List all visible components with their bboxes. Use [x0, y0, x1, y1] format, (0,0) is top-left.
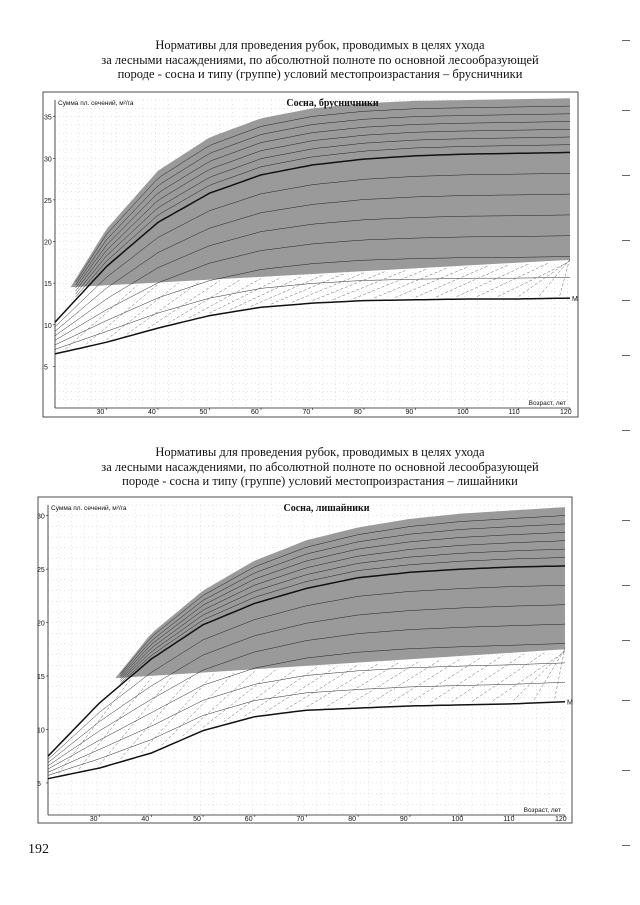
- series-line-lower: [48, 702, 565, 779]
- series-label: M: [572, 296, 578, 304]
- caption-line: Нормативы для проведения рубок, проводимых в целях ухода: [155, 38, 485, 52]
- y-tick-label: 5: [37, 780, 41, 788]
- caption-line: за лесными насаждениями, по абсолютной полноте по основной лесообразующей: [101, 52, 539, 67]
- x-tick-label: 80: [348, 816, 356, 823]
- x-tick-label: 90: [399, 816, 408, 823]
- caption-line: за лесными насаждениями, по абсолютной полноте по основной лесообразующей: [101, 459, 539, 474]
- x-tick-label: 60: [251, 409, 259, 416]
- page-number: 192: [28, 842, 49, 857]
- chart-title: Сосна, брусничники: [286, 98, 379, 109]
- hatch-line: [472, 653, 544, 702]
- x-tick-label: 70: [296, 816, 305, 823]
- y-axis-label: Сумма пл. сечений, м²/га: [51, 505, 127, 512]
- y-tick-label: 15: [37, 674, 45, 682]
- x-tick-label: 100: [451, 816, 464, 823]
- x-axis-label: Возраст, лет: [523, 807, 561, 814]
- caption-line: породе - сосна и типу (группе) условий местопроизрастания – брусничники: [117, 67, 523, 81]
- hatch-line: [348, 661, 420, 706]
- x-tick-label: 40: [148, 409, 156, 416]
- x-tick-label: 110: [508, 409, 520, 416]
- y-tick-label: 20: [37, 620, 45, 628]
- hatch-line: [369, 659, 441, 704]
- y-tick-label: 35: [44, 114, 52, 122]
- hatch-line: [286, 665, 358, 710]
- x-tick-label: 30: [96, 409, 105, 416]
- caption-line: Нормативы для проведения рубок, проводимых в целях ухода: [155, 445, 485, 459]
- margin-marks: [610, 0, 640, 905]
- y-tick-label: 25: [44, 197, 52, 205]
- y-axis-label: Сумма пл. сечений, м²/га: [58, 100, 134, 107]
- y-tick-label: 30: [37, 513, 45, 521]
- y-tick-label: 10: [44, 322, 52, 330]
- hatch-line: [265, 666, 337, 712]
- family-curve: [48, 682, 565, 775]
- x-tick-label: 40: [141, 816, 150, 823]
- hatch-line: [431, 655, 503, 702]
- caption-line: породе - сосна и типу (группе) условий местопроизрастания – лишайники: [122, 474, 518, 488]
- hatch-line: [224, 669, 296, 722]
- x-tick-label: 120: [555, 816, 567, 823]
- y-tick-label: 5: [44, 364, 48, 372]
- family-curve: [48, 663, 565, 772]
- y-tick-label: 20: [44, 239, 52, 247]
- hatch-line: [327, 662, 399, 706]
- y-tick-label: 25: [37, 567, 45, 575]
- series-label: M: [567, 699, 573, 707]
- hatch-line: [162, 673, 234, 746]
- x-tick-label: 120: [560, 409, 572, 416]
- x-tick-label: 100: [457, 409, 469, 416]
- hatch-line: [410, 657, 482, 703]
- y-tick-label: 30: [44, 156, 52, 164]
- x-tick-label: 30: [89, 816, 98, 823]
- x-tick-label: 80: [354, 409, 362, 416]
- y-tick-label: 10: [37, 727, 45, 735]
- hatch-line: [513, 650, 565, 700]
- hatch-line: [58, 679, 130, 773]
- x-tick-label: 50: [193, 816, 201, 823]
- x-tick-label: 70: [302, 409, 311, 416]
- x-tick-label: 60: [244, 816, 253, 823]
- x-axis-label: Возраст, лет: [528, 400, 566, 407]
- hatch-line: [244, 667, 316, 716]
- x-tick-label: 50: [199, 409, 208, 416]
- hatch-line: [389, 658, 461, 704]
- y-tick-label: 15: [44, 281, 52, 289]
- hatch-line: [493, 651, 565, 701]
- x-tick-label: 110: [503, 816, 515, 823]
- chart-title: Сосна, лишайники: [283, 503, 370, 514]
- hatch-line: [451, 654, 523, 702]
- x-tick-label: 90: [405, 409, 414, 416]
